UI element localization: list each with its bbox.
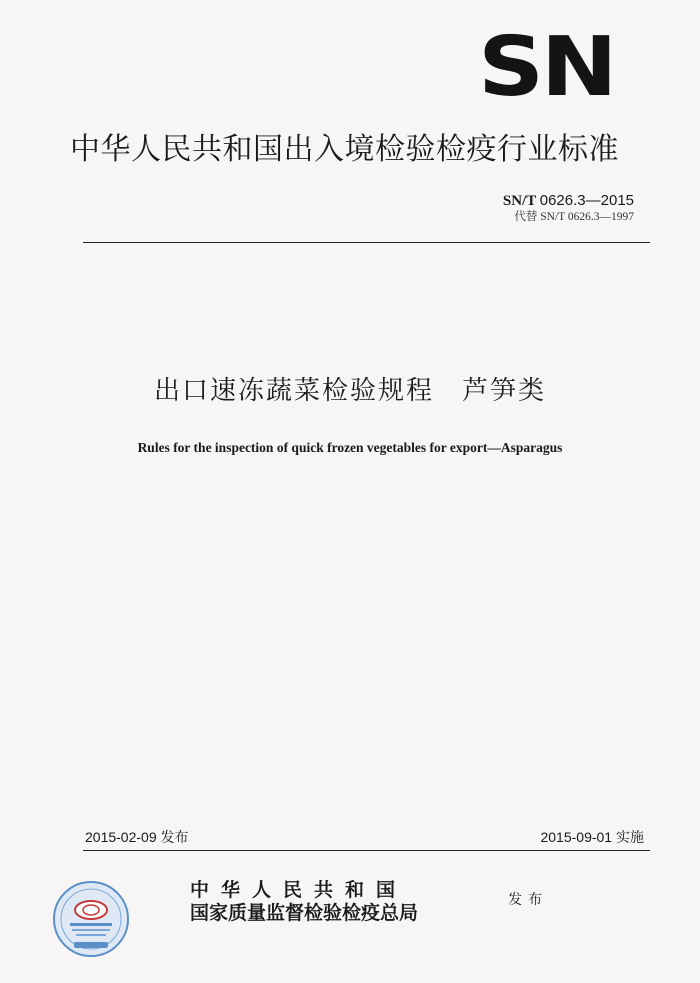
top-divider xyxy=(83,242,650,243)
sn-logo: SN xyxy=(478,20,615,115)
implementation-date: 2015-09-01 实施 xyxy=(540,829,644,845)
standard-code-prefix: SN/T xyxy=(502,193,536,209)
issue-date: 2015-02-09 发布 xyxy=(85,829,189,845)
certification-seal-icon xyxy=(52,880,130,958)
replaces-standard: 代替 SN/T 0626.3—1997 xyxy=(514,211,634,223)
org-title: 中华人民共和国出入境检验检疫行业标准 xyxy=(70,132,619,167)
document-title-en: Rules for the inspection of quick frozen vegetables for export—Asparagus xyxy=(137,440,563,455)
standard-code-number: 0626.3—2015 xyxy=(539,192,634,209)
document-title-cn: 出口速冻蔬菜检验规程 芦笋类 xyxy=(153,376,546,406)
bottom-divider xyxy=(83,850,650,851)
publish-label: 发布 xyxy=(508,892,548,908)
issuer-name-line1: 中华人民共和国 xyxy=(190,879,408,901)
issuer-name-line2: 国家质量监督检验检疫总局 xyxy=(190,902,419,924)
